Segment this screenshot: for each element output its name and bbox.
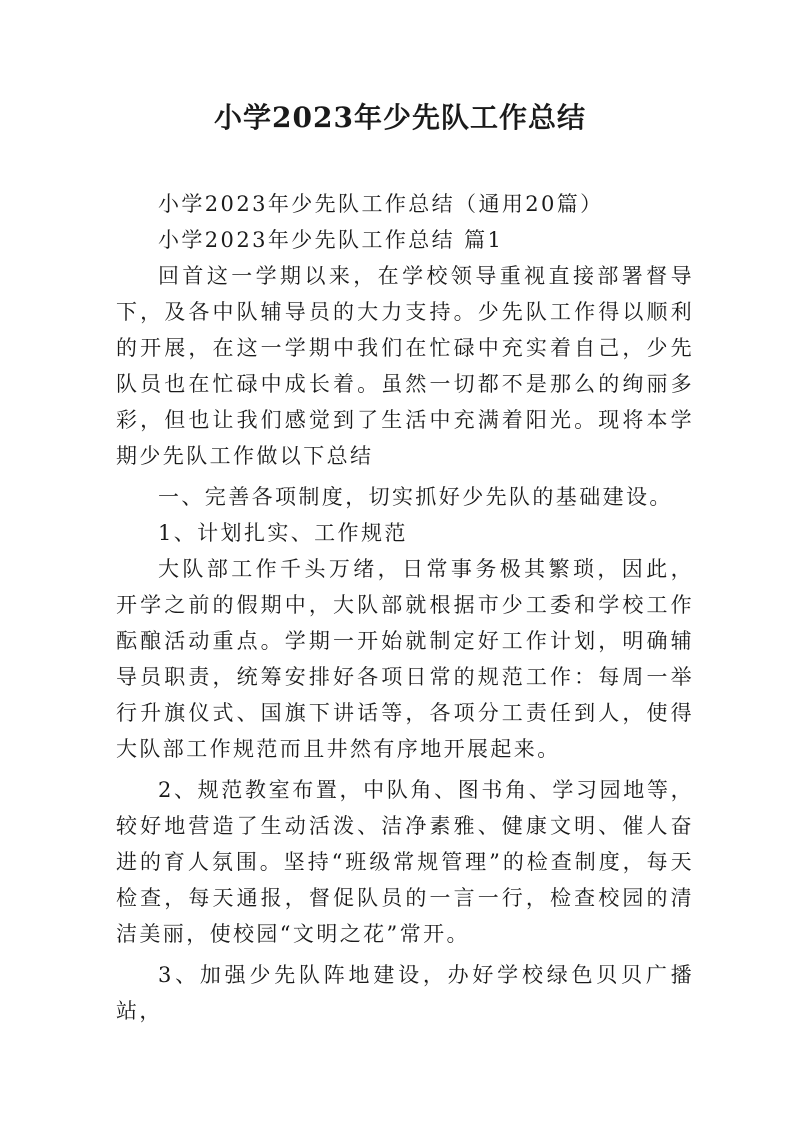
- heading-one: 一、完善各项制度，切实抓好少先队的基础建设。: [158, 485, 673, 509]
- body-paragraph: 大队部工作千头万绪，日常事务极其繁琐，因此，开学之前的假期中，大队部就根据市少工委和学校工作酝酿活动重点。学期一开始就制定好工作计划，明确辅导员职责，统筹安排好各项日常的规范工作：每周一举行升旗仪式、国旗下讲话等，各项分工责任到人，使得大队部工作规范而且井然有序地开展起来。: [116, 557, 694, 761]
- document-title: 小学2023年少先队工作总结: [214, 101, 586, 134]
- body-paragraph: 3、加强少先队阵地建设，办好学校绿色贝贝广播站，: [116, 963, 694, 1023]
- body-paragraph: 2、规范教室布置，中队角、图书角、学习园地等，较好地营造了生动活泼、洁净素雅、健康文明、催人奋进的育人氛围。坚持“班级常规管理”的检查制度，每天检查，每天通报，督促队员的一言一行，检查校园的清洁美丽，使校园“文明之花”常开。: [116, 778, 694, 946]
- document-body: [116, 186, 694, 1029]
- intro-paragraph: 回首这一学期以来，在学校领导重视直接部署督导下，及各中队辅导员的大力支持。少先队工作得以顺利的开展，在这一学期中我们在忙碌中充实着自己，少先队员也在忙碌中成长着。虽然一切都不是那么的绚丽多彩，但也让我们感觉到了生活中充满着阳光。现将本学期少先队工作做以下总结: [116, 264, 694, 468]
- section-heading: 小学2023年少先队工作总结 篇1: [158, 228, 504, 252]
- subheading-one: 1、计划扎实、工作规范: [158, 521, 408, 545]
- subtitle-paragraph: 小学2023年少先队工作总结（通用20篇）: [158, 192, 604, 216]
